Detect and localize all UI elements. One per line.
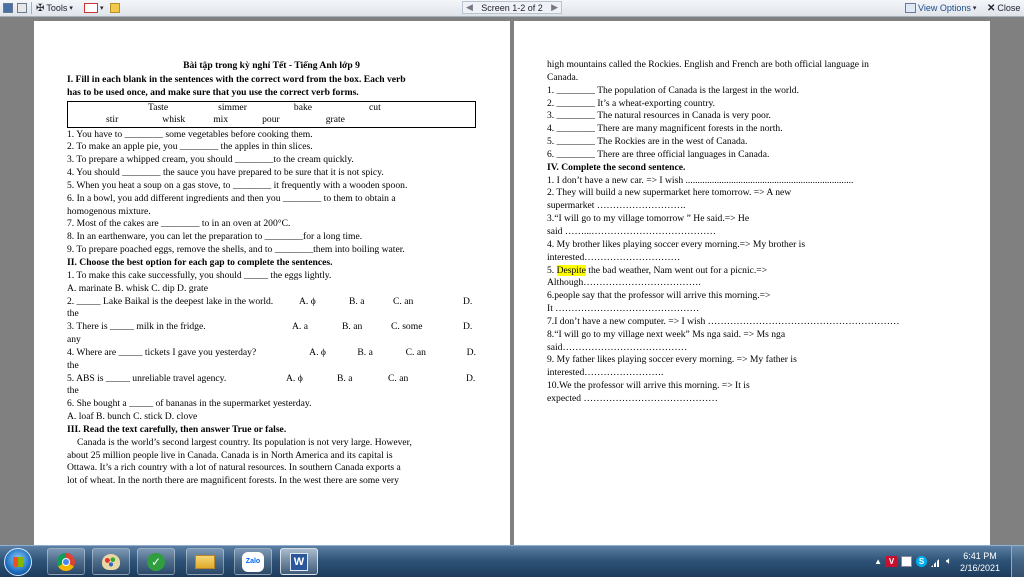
- true-false-line: 2. ________ It’s a wheat-exporting country.: [547, 97, 716, 109]
- tools-icon: ✠: [36, 2, 45, 14]
- rewrite-line: 6.people say that the professor will arrive this morning.=>: [547, 290, 771, 302]
- rewrite-line: 8.“I will go to my village next week” Ms nga said. => Ms nga: [547, 328, 786, 340]
- true-false-line: 3. ________ The natural resources in Canada is very poor.: [547, 110, 771, 122]
- rewrite-line: Although……………………………….: [547, 277, 701, 289]
- word-box-row-1: [68, 102, 475, 115]
- chrome-icon: [57, 553, 75, 571]
- true-false-line: 4. ________ There are many magnificent forests in the north.: [547, 123, 783, 135]
- section-4-heading: IV. Complete the second sentence.: [547, 161, 686, 173]
- print-icon[interactable]: [17, 2, 27, 14]
- rewrite-line: 2. They will build a new supermarket here tomorrow. => A new: [547, 187, 792, 199]
- tools-label: Tools: [46, 3, 68, 13]
- folder-icon[interactable]: [110, 2, 120, 14]
- view-options-label: View Options: [918, 3, 971, 13]
- clock[interactable]: [956, 550, 1004, 574]
- passage-line: Ottawa. It’s a rich country with a lot of natural resources. In southern Canada exports a: [67, 462, 401, 474]
- rewrite-line: said…………………………………: [547, 341, 688, 353]
- exercise-line: 5. ABS is _____ unreliable travel agency. A. ϕ B. a C. an D.: [67, 372, 476, 384]
- tools-menu[interactable]: [36, 2, 73, 14]
- true-false-line: 1. ________ The population of Canada is the largest in the world.: [547, 84, 799, 96]
- word-box-item: pour: [262, 114, 280, 126]
- view-options-icon: [905, 3, 916, 13]
- rewrite-line: It ………………………………………: [547, 303, 700, 315]
- true-false-line: 5. ________ The Rockies are in the west of Canada.: [547, 136, 748, 148]
- page-title: Bài tập trong kỳ nghỉ Tết - Tiếng Anh lớp 9: [183, 60, 360, 71]
- word-icon: W: [290, 553, 308, 571]
- rewrite-line: 9. My father likes playing soccer every morning. => My father is: [547, 354, 797, 366]
- view-options-button[interactable]: [905, 2, 976, 14]
- exercise-line: 9. To prepare poached eggs, remove the shells, and to ________them into boiling water.: [67, 244, 405, 256]
- rewrite-line: 5. Despite the bad weather, Nam went out for a picnic.=>: [547, 264, 768, 276]
- exercise-line: 4. Where are _____ tickets I gave you yesterday? A. ϕ B. a C. an D.: [67, 346, 476, 358]
- clock-date: 2/16/2021: [959, 562, 1001, 573]
- section-1-heading: I. Fill in each blank in the sentences with the correct word from the box. Each verb: [67, 73, 406, 85]
- page-right: [514, 21, 990, 545]
- word-box-item: grate: [325, 114, 345, 126]
- antivirus-icon[interactable]: V: [886, 556, 897, 567]
- chevron-down-icon: ▾: [972, 5, 977, 12]
- taskbar-zalo[interactable]: [234, 548, 272, 575]
- section-2-heading: II. Choose the best option for each gap to complete the sentences.: [67, 256, 333, 268]
- exercise-line: 1. You have to ________ some vegetables before cooking them.: [67, 128, 313, 140]
- page-left: [34, 21, 510, 545]
- rewrite-line: 3.“I will go to my village tomorrow ” He said.=> He: [547, 213, 750, 225]
- save-icon[interactable]: [3, 2, 13, 14]
- rewrite-line: interested…………………………: [547, 251, 681, 263]
- exercise-line: homogenous mixture.: [67, 205, 151, 217]
- green-app-icon: ✓: [147, 553, 165, 571]
- close-icon: ✕: [987, 2, 996, 14]
- section-3-heading: III. Read the text carefully, then answer True or false.: [67, 423, 287, 435]
- word-box-item: whisk: [162, 114, 186, 126]
- reading-toolbar: [0, 0, 1024, 17]
- rewrite-line: 4. My brother likes playing soccer every morning.=> My brother is: [547, 238, 806, 250]
- passage-line: Canada is the world’s second largest country. Its population is not very large. However,: [77, 436, 412, 448]
- rewrite-line: said ……...…………………………………: [547, 225, 716, 237]
- reading-area: [0, 17, 1024, 545]
- spelling-icon[interactable]: ▾: [84, 2, 104, 14]
- word-box: [67, 101, 476, 128]
- passage-line: Canada.: [547, 71, 579, 83]
- taskbar: [0, 545, 1024, 577]
- exercise-line: 8. In an earthenware, you can let the preparation to ________for a long time.: [67, 231, 363, 243]
- zalo-icon: Zalo: [242, 552, 264, 572]
- taskbar-green-app[interactable]: [137, 548, 175, 575]
- word-box-item: mix: [213, 114, 229, 126]
- exercise-line: 4. You should ________ the sauce you have prepared to be sure that it is not spicy.: [67, 167, 384, 179]
- flag-icon[interactable]: [901, 556, 912, 567]
- word-box-item: Taste: [148, 101, 169, 113]
- exercise-line: 3. To prepare a whipped cream, you should ________to the cream quickly.: [67, 154, 354, 166]
- taskbar-word[interactable]: [280, 548, 318, 575]
- section-1-heading-cont: has to be used once, and make sure that you use the correct verb forms.: [67, 86, 359, 98]
- windows-logo-icon: [13, 557, 23, 567]
- show-hidden-icons-icon[interactable]: ▲: [874, 557, 882, 566]
- exercise-line: 7. Most of the cakes are ________ to in an oven at 200°C.: [67, 218, 291, 230]
- clock-time: 6:41 PM: [963, 550, 997, 561]
- word-box-item: stir: [106, 114, 119, 126]
- word-box-row-2: [68, 114, 475, 127]
- word-box-item: simmer: [218, 101, 247, 113]
- rewrite-line: expected ……………………………………: [547, 392, 718, 404]
- taskbar-file-explorer[interactable]: [186, 548, 224, 575]
- exercise-line: 6. She bought a _____ of bananas in the supermarket yesterday.: [67, 398, 312, 410]
- rewrite-line: 7.I don’t have a new computer. => I wish ……………………………………………………: [547, 315, 900, 327]
- passage-line: about 25 million people live in Canada. Canada is in North America and its capital is: [67, 449, 393, 461]
- word-box-item: cut: [369, 101, 381, 113]
- passage-line: high mountains called the Rockies. English and French are both official language in: [547, 59, 869, 70]
- paint-icon: [102, 554, 120, 570]
- exercise-line: 2. _____ Lake Baikal is the deepest lake in the world. A. ϕ B. a C. an D.: [67, 295, 473, 307]
- skype-icon[interactable]: S: [916, 556, 927, 567]
- file-explorer-icon: [195, 555, 215, 569]
- highlighted-word[interactable]: Despite: [556, 264, 586, 276]
- exercise-line: 1. To make this cake successfully, you should _____ the eggs lightly.: [67, 269, 332, 281]
- rewrite-line: 1. I don’t have a new car. => I wish ......................................................................: [547, 174, 854, 186]
- exercise-line: 6. In a bowl, you add different ingredients and then you ________ to them to obtain a: [67, 192, 396, 204]
- previous-screen-icon[interactable]: ◀: [466, 2, 473, 12]
- exercise-option-tail: the: [67, 385, 79, 397]
- signal-icon[interactable]: [931, 556, 942, 567]
- rewrite-line: 10.We the professor will arrive this morning. => It is: [547, 380, 750, 392]
- taskbar-chrome[interactable]: [47, 548, 85, 575]
- close-button[interactable]: [987, 2, 1020, 14]
- next-screen-icon[interactable]: ▶: [551, 2, 558, 12]
- screen-indicator[interactable]: Screen 1-2 of 2: [481, 2, 543, 13]
- exercise-line: 3. There is _____ milk in the fridge. A. a B. an C. some D.: [67, 321, 473, 333]
- screen-navigator: [462, 1, 562, 14]
- start-button[interactable]: [4, 548, 32, 576]
- show-desktop-button[interactable]: [1011, 546, 1024, 577]
- rewrite-line: interested…………………….: [547, 367, 664, 379]
- exercise-line: 2. To make an apple pie, you ________ the apples in thin slices.: [67, 141, 313, 153]
- taskbar-paint[interactable]: [92, 548, 130, 575]
- exercise-option-tail: any: [67, 334, 81, 346]
- close-label: Close: [997, 3, 1021, 13]
- system-tray: [874, 546, 1024, 577]
- volume-icon[interactable]: 🔈︎: [946, 556, 952, 567]
- word-box-item: bake: [293, 101, 313, 113]
- exercise-option-tail: the: [67, 308, 79, 320]
- passage-line: lot of wheat. In the north there are magnificent forests. In the west there are some very: [67, 475, 399, 487]
- exercise-option-tail: the: [67, 359, 79, 371]
- chevron-down-icon: ▾: [69, 5, 73, 12]
- exercise-options: A. marinate B. whisk C. dip D. grate: [67, 282, 208, 294]
- exercise-options: A. loaf B. bunch C. stick D. clove: [67, 411, 198, 423]
- exercise-line: 5. When you heat a soup on a gas stove, to ________ it frequently with a wooden spoon.: [67, 179, 408, 191]
- rewrite-line: supermarket ……………………….: [547, 200, 686, 212]
- true-false-line: 6. ________ There are three official languages in Canada.: [547, 148, 770, 160]
